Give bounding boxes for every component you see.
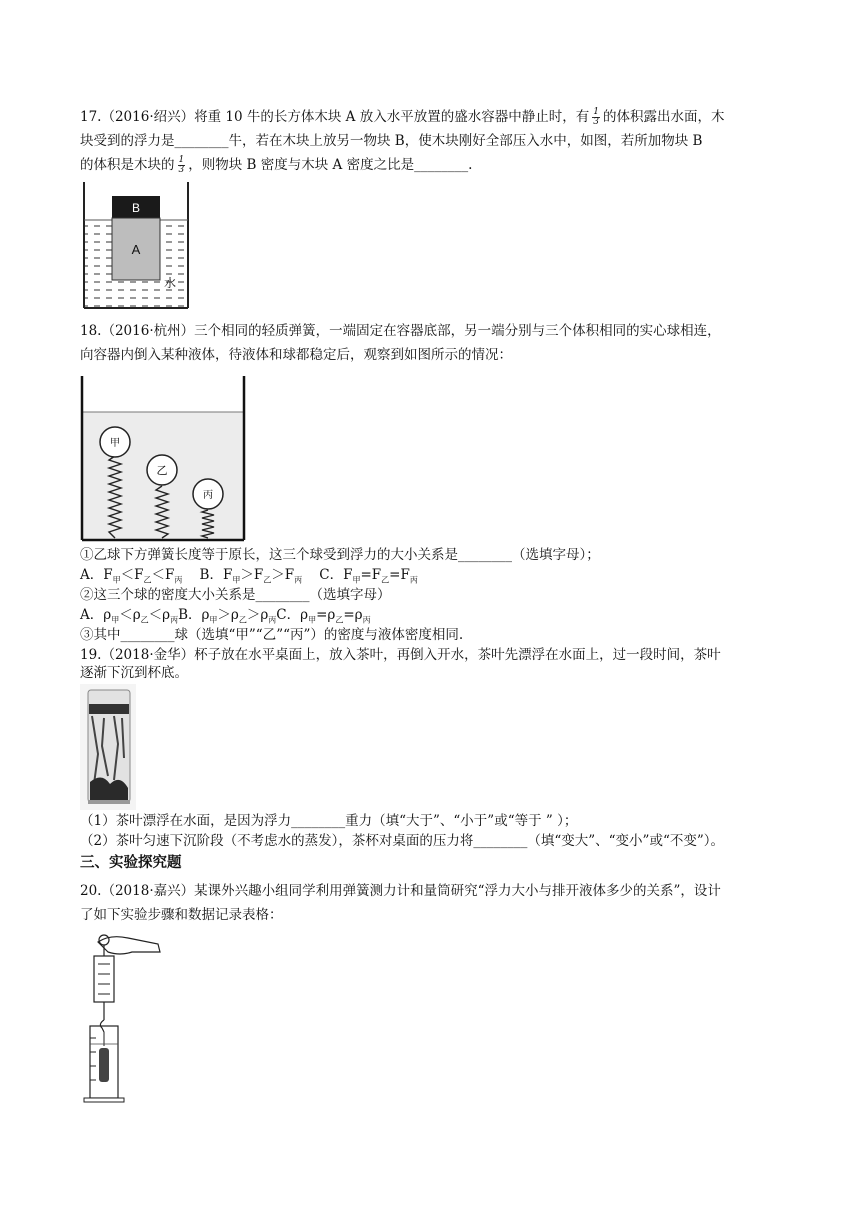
q18-options-density: A．$\rho_甲<\rho_乙<\rho_丙B$．$\rho_甲>\rho_乙>\rho_丙C$．$\rho_甲=\rho_乙=\rho_丙$ <box>80 607 371 625</box>
fraction-one-third: $\frac{1}{3}$ <box>178 155 185 175</box>
q17-text-d: ，则物块 B 密度与木块 A 密度之比是________. <box>188 157 473 173</box>
ball-yi-label: 乙 <box>156 464 168 477</box>
q18-sub2: ②这三个球的密度大小关系是________（选填字母） <box>80 587 391 603</box>
q20-figure-spring-scale <box>76 928 168 1104</box>
ball-jia-label: 甲 <box>110 438 120 449</box>
q18-options-force: A．$F_甲<F_乙<F_丙$ B．$F_甲>F_乙>F_丙$ C．$F_甲=F_乙=F_丙$ <box>80 567 418 585</box>
q17-text-a: 17.（2016·绍兴）将重 10 牛的长方体木块 A 放入水平放置的盛水容器中静止时，有 <box>80 109 590 125</box>
q19-sub2: （2）茶叶匀速下沉阶段（不考虑水的蒸发），茶杯对桌面的压力将________（填“变大”、“变小”或“不变”）。 <box>80 833 724 849</box>
label-water: 水 <box>163 276 177 290</box>
q18-sub1: ①乙球下方弹簧长度等于原长，这三个球受到浮力的大小关系是________（选填字母）； <box>80 547 600 563</box>
q18-line2: 向容器内倒入某种液体，待液体和球都稳定后，观察到如图所示的情况： <box>80 347 512 363</box>
q17-text-c: 的体积是木块的 <box>80 157 175 173</box>
q19-tea-glass-photo <box>80 684 136 810</box>
q17-text-b: 的体积露出水面，木 <box>602 109 725 125</box>
q18-figure-springs <box>78 376 248 544</box>
ball-bing-label: 丙 <box>203 490 213 501</box>
fraction-one-third: $\frac{1}{3}$ <box>593 107 599 127</box>
q17-figure-container <box>80 182 192 312</box>
q18-line1: 18.（2016·杭州）三个相同的轻质弹簧，一端固定在容器底部，另一端分别与三个体积相同的实心球相连， <box>80 323 721 339</box>
q19-line1: 19.（2018·金华）杯子放在水平桌面上，放入茶叶，再倒入开水，茶叶先漂浮在水面上，过一段时间，茶叶 <box>80 647 721 663</box>
q19-line2: 逐渐下沉到杯底。 <box>80 665 188 681</box>
label-b: B <box>131 201 141 215</box>
label-a: A <box>131 242 141 257</box>
q17-line3 <box>80 156 472 175</box>
q17-line1 <box>80 108 724 127</box>
hand <box>98 937 160 954</box>
q17-line2: 块受到的浮力是________牛，若在木块上放另一物块 B，使木块刚好全部压入水中，如图，若所加物块 B <box>80 133 703 149</box>
q20-line2: 了如下实验步骤和数据记录表格： <box>80 907 283 923</box>
q18-sub3: ③其中________球（选填“甲”“乙”“丙”）的密度与液体密度相同. <box>80 627 464 643</box>
q19-sub1: （1）茶叶漂浮在水面，是因为浮力________重力（填“大于”、“小于”或“等于 ” ）； <box>80 813 578 829</box>
q20-line1: 20.（2018·嘉兴）某课外兴趣小组同学利用弹簧测力计和量筒研究“浮力大小与排开液体多少的关系”，设计 <box>80 883 721 899</box>
section-title: 三、实验探究题 <box>80 855 182 871</box>
